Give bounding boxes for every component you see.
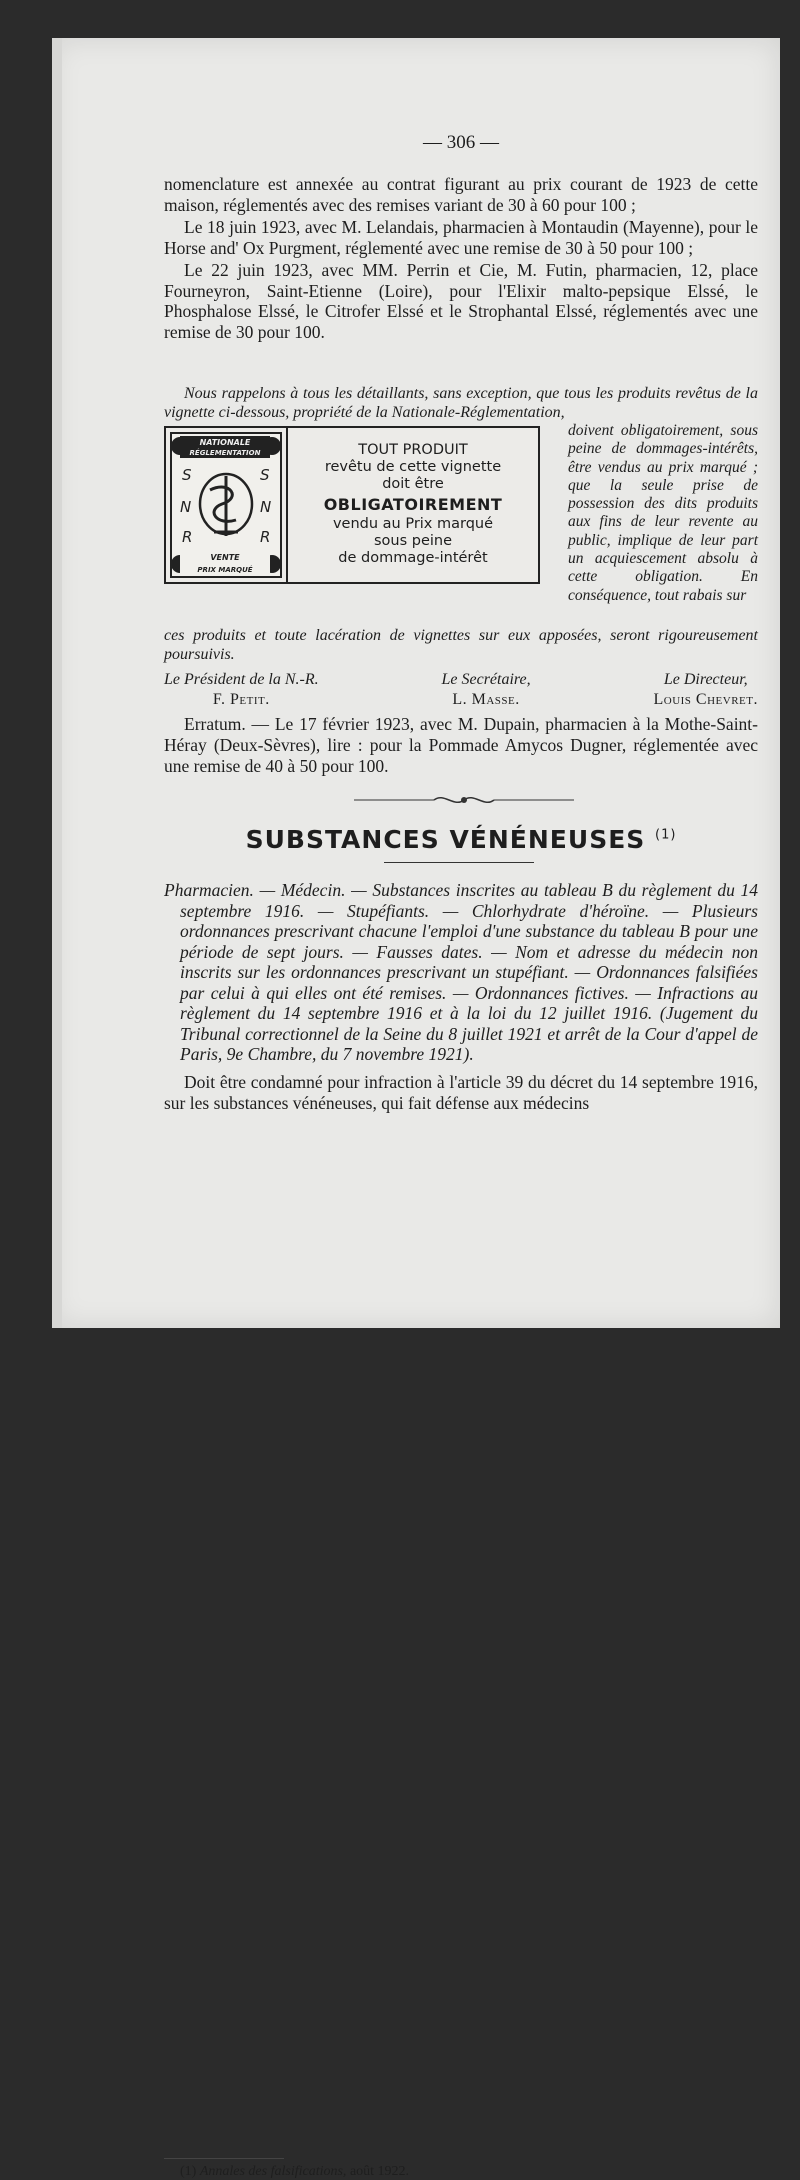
summary-text: Pharmacien. — Médecin. — Substances inscrites au tableau B du règlement du 14 septembre 1916. — Stupéfiants. — Chlorhydrate d'héroïne. — Plusieurs ordonnances prescrivant chacune l'emploi d'une substance du tableau B pour une période de sept jours. — Fausses dates. — Nom et adresse du médecin non inscrits sur les ordonnances prescrivant un stupéfiant. — Ordonnances falsifiées par celui à qui elles ont été remises. — Ordonnances fictives. — Infractions au règlement du 14 septembre 1916 et à la loi du 12 juillet 1916. (Jugement du Tribunal correctionnel de la Seine du 8 juillet 1921 et arrêt de la Cour d'appel de Paris, 9e Chambre, du 7 novembre 1921). — [164, 880, 758, 1064]
page-number: — 306 — — [423, 132, 499, 153]
footnote — [180, 2164, 409, 2180]
footnote-rule — [164, 2158, 284, 2159]
svg-text:PRIX MARQUÉ: PRIX MARQUÉ — [197, 566, 253, 574]
notice-body — [164, 422, 758, 632]
vignette-emphasis: OBLIGATOIREMENT — [323, 495, 503, 514]
footnote-date: août 1922. — [349, 2164, 410, 2179]
footnote-number: (1) — [180, 2164, 197, 2179]
vignette-line: TOUT PRODUIT — [358, 442, 468, 458]
signature-president: Le Président de la N.-R. F. Petit. — [164, 671, 319, 708]
paragraph: nomenclature est annexée au contrat figurant au prix courant de 1923 de cette maison, réglementés avec des remises variant de 30 à 60 pour 100 ; — [164, 174, 758, 215]
notice-side-text: doivent obligatoirement, sous peine de dommages-intérêts, être vendus au prix marqué ; que la seule prise de possession des dits produits aux fins de leur revente au public, implique de leur part un acquiescement absolu à cette obligation. En conséquence, tout rabais sur — [568, 422, 758, 604]
vignette-line: vendu au Prix marqué — [332, 516, 494, 532]
svg-text:S: S — [260, 466, 270, 484]
vignette-line: sous peine — [373, 533, 453, 549]
signature-director: Le Directeur, Louis Chevret. — [653, 671, 758, 708]
section-body — [164, 1072, 758, 2179]
erratum — [164, 714, 758, 777]
binding-edge — [52, 38, 62, 1328]
vignette-caption — [288, 428, 538, 582]
notice-intro: Nous rappelons à tous les détaillants, sans exception, que tous les produits revêtus de la vignette ci-dessous, propriété de la Nationale-Réglementation, — [164, 385, 758, 421]
vignette-stamp — [164, 426, 540, 584]
svg-text:N: N — [260, 498, 272, 516]
signature-secretary: Le Secrétaire, L. Masse. — [441, 671, 531, 708]
svg-text:S: S — [182, 466, 192, 484]
svg-text:RÉGLEMENTATION: RÉGLEMENTATION — [189, 449, 261, 457]
notice-conclusion: ces produits et toute lacération de vignettes sur eux apposées, seront rigoureusement poursuivis. — [164, 627, 758, 663]
heading-rule — [384, 862, 534, 863]
vignette-line: de dommage-intérêt — [338, 550, 488, 566]
svg-text:R: R — [260, 528, 271, 546]
section-heading: SUBSTANCES VÉNÉNEUSES $^{(1)}$ — [245, 825, 677, 854]
notice-block — [164, 384, 758, 664]
heading-footnote-ref: (1) — [655, 827, 677, 843]
paragraph: Le 18 juin 1923, avec M. Lelandais, pharmacien à Montaudin (Mayenne), pour le Horse and' Ox Purgment, réglementé avec une remise de 30 à 50 pour 100 ; — [164, 217, 758, 258]
paragraph: Doit être condamné pour infraction à l'article 39 du décret du 14 septembre 1916, sur les substances vénéneuses, qui fait défense aux médecins — [164, 1072, 758, 1113]
document-page — [52, 38, 780, 2179]
ornament-divider-icon — [354, 790, 574, 810]
vignette-line: doit être — [382, 476, 444, 492]
signatures — [164, 670, 758, 710]
vignette-seal — [166, 428, 288, 582]
footnote-source: Annales des falsifications, — [199, 2164, 347, 2179]
case-summary — [164, 880, 758, 1065]
caduceus-seal-icon — [170, 432, 282, 578]
svg-text:R: R — [182, 528, 193, 546]
erratum-text: Erratum. — Le 17 février 1923, avec M. Dupain, pharmacien à la Mothe-Saint-Héray (Deux-Sèvres), lire : pour la Pommade Amycos Dugner, réglementée avec une remise de 40 à 50 pour 100. — [164, 714, 758, 776]
svg-text:NATIONALE: NATIONALE — [199, 438, 251, 447]
paragraph: Le 22 juin 1923, avec MM. Perrin et Cie, M. Futin, pharmacien, 12, place Fourneyron, Saint-Etienne (Loire), pour l'Elixir malto-pepsique Elssé, le Phosphalose Elssé, le Citrofer Elssé et le Strophantal Elssé, réglementés avec une remise de 30 pour 100. — [164, 260, 758, 342]
svg-text:N: N — [180, 498, 192, 516]
svg-text:VENTE: VENTE — [210, 553, 240, 562]
section-regulations — [164, 174, 758, 342]
vignette-line: revêtu de cette vignette — [324, 459, 502, 475]
